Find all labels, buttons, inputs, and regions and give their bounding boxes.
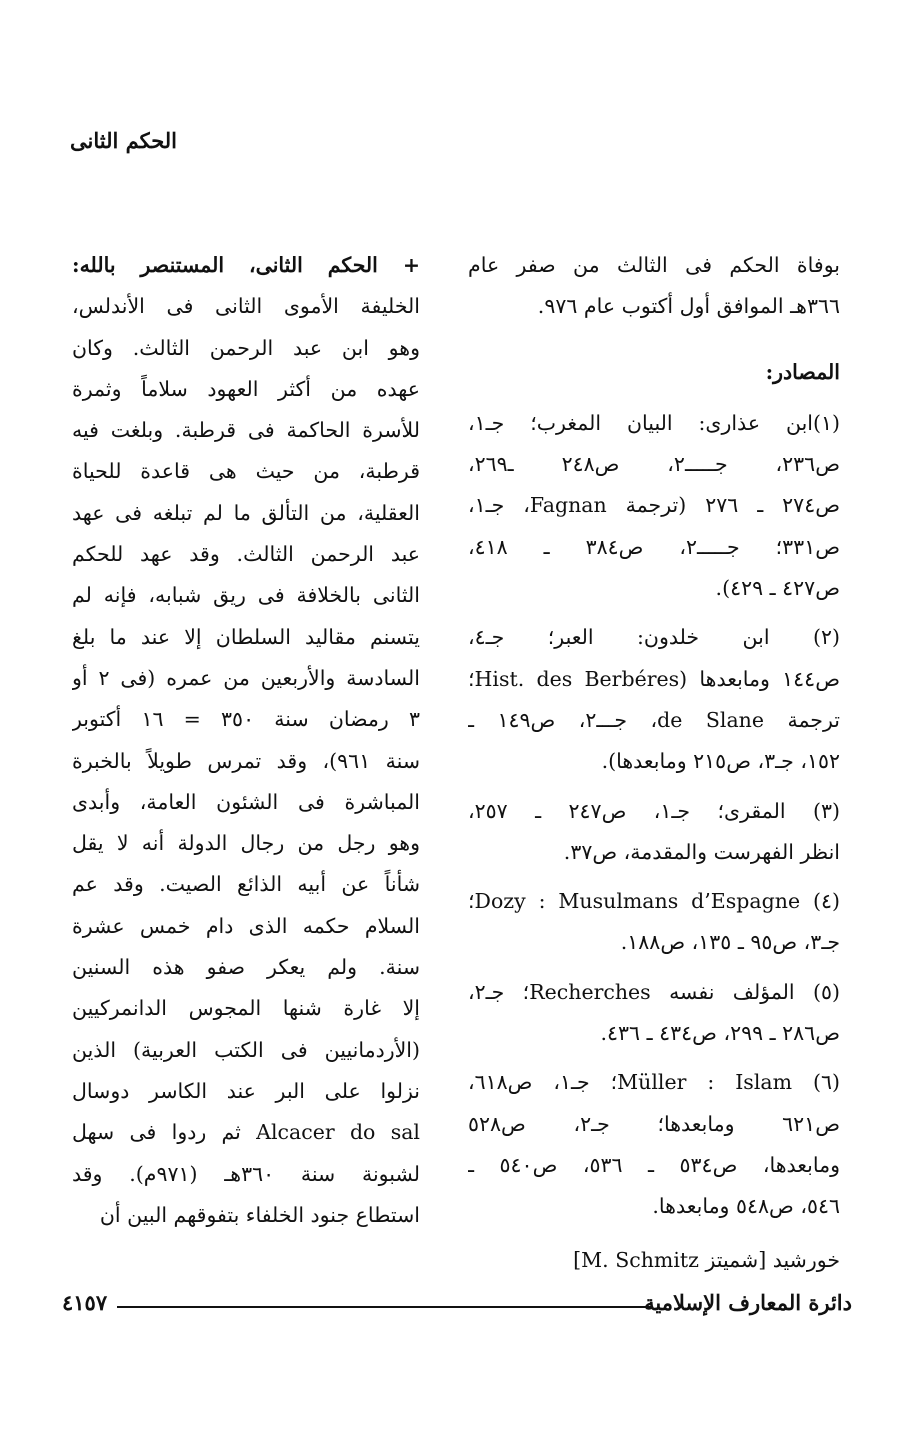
article-author: خورشيد [شميتز M. Schmitz] [573,1247,840,1272]
body-line: السادسة والأربعين من عمره (فى ٢ أو [72,665,420,690]
reference-entry [468,617,840,782]
body-line: عهده من أكثر العهود سلاماً وثمرة [72,376,420,401]
reference-line: ص٢٧٤ ـ ٢٧٦ (ترجمة Fagnan، جـ١، [468,493,840,518]
body-line: (الأردمانيين فى الكتب العربية) الذين [72,1037,420,1062]
reference-line: (٣) المقرى؛ جـ١، ص٢٤٧ ـ ٢٥٧، [468,798,840,823]
body-line: ٣ رمضان سنة ٣٥٠ = ١٦ أكتوبر [72,707,420,732]
reference-line: ومابعدها، ص٥٣٤ ـ ٥٣٦، ص٥٤٠ ـ [468,1152,840,1177]
reference-entry [468,1062,840,1227]
body-line: قرطبة، من حيث هى قاعدة للحياة [72,459,420,484]
running-head: الحكم الثانى [70,128,177,153]
article-column-left [72,245,420,1236]
reference-line: ص٢٨٦ ـ ٢٩٩، ص٤٣٤ ـ ٤٣٦. [600,1021,840,1046]
body-line: إلا غارة شنها المجوس الدانمركيين [72,996,420,1021]
reference-line: جـ٣، ص٩٥ ـ ١٣٥، ص١٨٨. [620,930,840,955]
body-line: Alcacer do sal ثم ردوا فى سهل [72,1120,420,1145]
reference-line: ص١٤٤ ومابعدها (Hist. des Berbéres؛ [468,666,840,691]
body-line: وهو ابن عبد الرحمن الثالث. وكان [72,335,420,360]
reference-entry [468,403,840,609]
article-column-right [468,245,840,1281]
reference-line: (٦) Müller : Islam؛ جـ١، ص٦١٨، [468,1070,840,1095]
reference-line: (٢) ابن خلدون: العبر؛ جـ٤، [468,625,840,650]
reference-line: ص٤٢٧ ـ ٤٢٩). [715,576,840,601]
body-line: نزلوا على البر عند الكاسر دوسال [72,1078,420,1103]
body-line: العقلية، من التألق ما لم تبلغه فى عهد [72,500,420,525]
body-line: للأسرة الحاكمة فى قرطبة. وبلغت فيه [72,418,420,443]
publication-title: دائرة المعارف الإسلامية [644,1290,852,1315]
reference-line: ص٣٣١؛ جـــــ٢، ص٣٨٤ ـ ٤١٨، [468,534,840,559]
page-number: ٤١٥٧ [62,1290,108,1315]
reference-line: ص٢٣٦، جـــــ٢، ص٢٤٨ ـ٢٦٩، [468,452,840,477]
body-line: لشبونة سنة ٣٦٠هـ (٩٧١م). وقد [72,1161,420,1186]
reference-entry [468,881,840,964]
body-line: السلام حكمه الذى دام خمس عشرة [72,913,420,938]
body-line: سنة. ولم يعكر صفو هذه السنين [72,955,420,980]
body-line: وهو رجل من رجال الدولة أنه لا يقل [72,831,420,856]
reference-line: ترجمة de Slane، جـــ٢، ص١٤٩ ـ [468,707,840,732]
footer-rule [117,1306,652,1308]
body-line: عبد الرحمن الثالث. وقد عهد للحكم [72,542,420,567]
reference-line: (٥) المؤلف نفسه Recherches؛ جـ٢، [468,979,840,1004]
reference-line: (٤) Dozy : Musulmans d’Espagne؛ [468,889,840,914]
article-heading: + الحكم الثانى، المستنصر بالله: [72,253,420,277]
reference-line: انظر الفهرست والمقدمة، ص٣٧. [563,839,840,864]
body-line: استطاع جنود الخلفاء بتفوقهم البين أن [99,1202,420,1227]
body-line: شأناً عن أبيه الذائع الصيت. وقد عم [72,872,420,897]
body-line: المباشرة فى الشئون العامة، وأبدى [72,789,420,814]
page-footer [62,1288,852,1328]
reference-entry [468,972,840,1055]
reference-line: ص٦٢١ ومابعدها؛ جـ٢، ص٥٢٨ [468,1111,840,1136]
body-line: الثانى بالخلافة فى ريق شبابه، فإنه لم [72,583,420,608]
reference-entry [468,791,840,874]
reference-line: ١٥٢، جـ٣، ص٢١٥ ومابعدها). [601,749,840,774]
sources-heading: المصادر: [765,359,840,384]
body-line: بوفاة الحكم فى الثالث من صفر عام [468,253,840,277]
body-line: الخليفة الأموى الثانى فى الأندلس، [72,294,420,319]
body-line: يتسنم مقاليد السلطان إلا عند ما بلغ [72,624,420,649]
body-line: ٣٦٦هـ الموافق أول أكتوب عام ٩٧٦. [537,294,840,319]
reference-line: ٥٤٦، ص٥٤٨ ومابعدها. [652,1194,840,1219]
body-line: سنة ٩٦١)، وقد تمرس طويلاً بالخبرة [72,748,420,773]
reference-line: (١)ابن عذارى: البيان المغرب؛ جـ١، [468,410,840,435]
